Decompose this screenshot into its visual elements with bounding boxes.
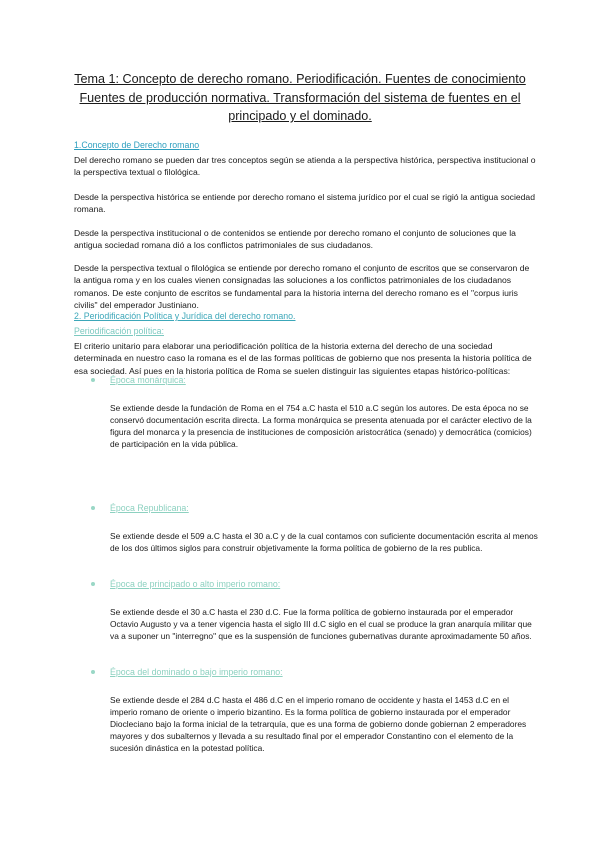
era-text-principate: Se extiende desde el 30 a.C hasta el 230 d.C. Fue la forma política de gobierno instaurada por el emperador Octavio Augusto y va a tener vigencia hasta el siglo III d.C siglo en el cual se produce la gran anarquía militar que va a suponer un "interregno" que es la suspensión de funciones gubernativas durante aproximadamente 50 años. (110, 607, 532, 642)
era-text-republic: Se extiende desde el 509 a.C hasta el 30 a.C y de la cual contamos con suficiente documentación escrita al menos de los dos últimos siglos para construir objetivamente la forma política de gobierno de la res publica. (110, 531, 538, 554)
section-2-heading: 2. Periodificación Política y Jurídica del derecho romano. (74, 311, 296, 321)
era-label: Época de principado o alto imperio romano: (110, 579, 281, 589)
political-periodization-intro: El criterio unitario para elaborar una periodificación política de la historia externa del derecho de una sociedad determinada en nuestro caso la romana es el de las formas políticas de gobierno que nos presenta la historia política de esa sociedad. Así pues en la historia política de Roma se suelen distinguir las siguientes etapas histórico-políticas: (74, 341, 532, 376)
section-1-heading: 1.Concepto de Derecho romano (74, 140, 200, 150)
section-1-paragraph-1: Del derecho romano se pueden dar tres conceptos según se atienda a la perspectiva histórica, perspectiva institucional o la perspectiva textual o filológica. (74, 155, 536, 178)
era-text-dominate: Se extiende desde el 284 d.C hasta el 486 d.C en el imperio romano de occidente y hasta el 1453 d.C en el imperio romano de oriente o imperio bizantino. Es la forma política de gobierno instaurada por el emperador Diocleciano bajo la forma inicial de la tetrarquía, que es una forma de gobierno donde gobiernan 2 emperadores mayores y dos subalternos y llevada a su resultado final por el emperador Constantino con el elemento de la sucesión dinástica en la potestad política. (110, 695, 527, 754)
section-1-paragraph-2: Desde la perspectiva histórica se entiende por derecho romano el sistema jurídico por el cual se rigió la antigua sociedad romana. (74, 192, 535, 215)
bullet-icon (91, 670, 95, 674)
bullet-icon (91, 378, 95, 382)
bullet-icon (91, 506, 95, 510)
era-label: Época monárquica: (110, 375, 186, 385)
era-label: Época del dominado o bajo imperio romano: (110, 667, 283, 677)
political-periodization-subheading: Periodificación política: (74, 326, 164, 336)
section-1-paragraph-4: Desde la perspectiva textual o filológica se entiende por derecho romano el conjunto de escritos que se conservaron de la antigua roma y en los cuales vienen consignadas las soluciones a los conflictos patrimoniales de los ciudadanos romanos. De este conjunto de escritos se fundamental para la historia interna del derecho romano es el "corpus iuris civilis" del emperador Justiniano. (74, 263, 530, 310)
era-label: Época Republicana: (110, 503, 189, 513)
bullet-icon (91, 582, 95, 586)
section-1-paragraph-3: Desde la perspectiva institucional o de contenidos se entiende por derecho romano el conjunto de soluciones que la antigua sociedad romana dió a los conflictos patrimoniales de sus ciudadanos. (74, 228, 516, 251)
era-text-monarchy: Se extiende desde la fundación de Roma en el 754 a.C hasta el 510 a.C según los autores. De esta época no se conservó documentación escrita directa. La forma monárquica se presenta atenuada por el carácter electivo de la figura del monarca y la presencia de instituciones de composición aristocrática (senado) y democrática (comicios) de participación en la vida pública. (110, 403, 532, 450)
document-title: Tema 1: Concepto de derecho romano. Periodificación. Fuentes de conocimiento Fuentes de producción normativa. Transformación del sistema de fuentes en el principado y el dominado. (74, 72, 526, 123)
